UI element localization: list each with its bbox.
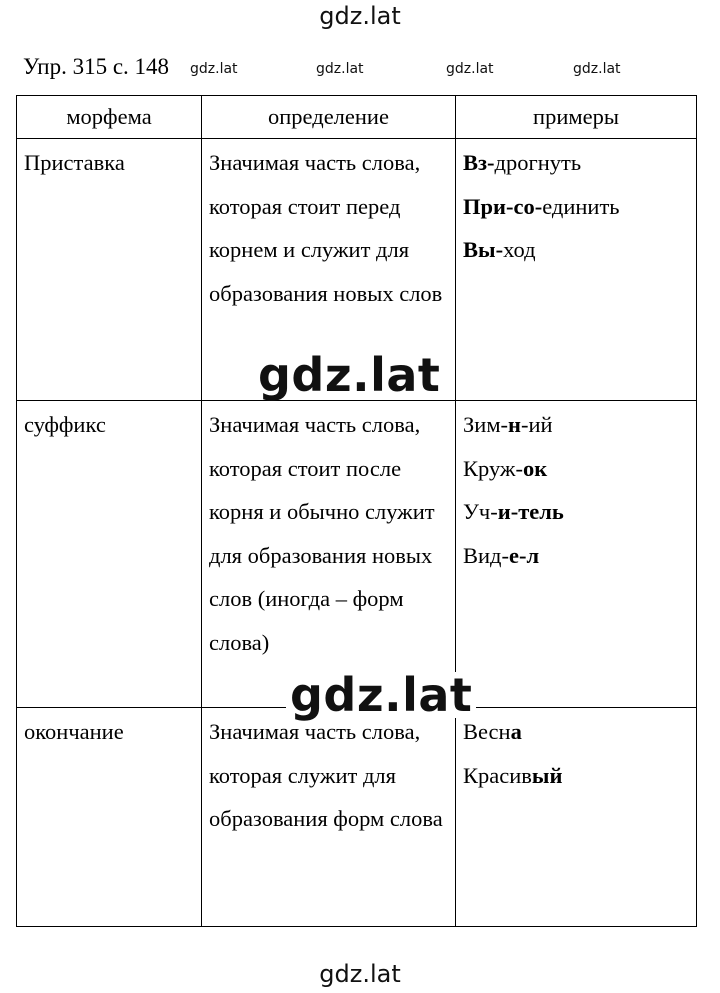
table-header-row [17,96,697,139]
examples-cell [456,708,697,927]
watermark-small-3: gdz.lat [446,61,494,77]
morpheme-highlight: н [508,412,522,437]
example-word [463,534,690,578]
exercise-heading: Упр. 315 с. 148 [23,54,170,79]
morpheme-highlight: а [510,719,522,744]
header-morpheme: морфема [17,96,202,139]
example-word [463,710,690,754]
morpheme-highlight: Вы- [463,237,504,263]
word-part: дрогнуть [494,150,582,175]
word-part: ход [503,237,536,263]
watermark-bottom: gdz.lat [319,960,401,988]
watermark-top: gdz.lat [319,2,401,30]
word-part: Зим- [463,412,509,437]
morpheme-highlight: При-со- [463,193,543,219]
morpheme-highlight: ый [531,762,563,788]
morpheme-table [16,95,697,927]
morpheme-cell: Приставка [17,139,202,401]
example-word [463,185,690,229]
header-definition: определение [202,96,456,139]
example-word [463,447,690,491]
word-part: Уч- [463,499,498,525]
word-part: единить [542,193,620,219]
definition-cell: Значимая часть слова, которая стоит перед корнем и служит для образования новых слов [202,139,456,401]
word-part: Вид- [463,542,509,568]
definition-cell: Значимая часть слова, которая стоит после корня и обычно служит для образования новых слов (иногда – форм слова) [202,401,456,708]
morpheme-cell: суффикс [17,401,202,708]
morpheme-highlight: ок [522,455,548,481]
example-word [463,490,690,534]
morpheme-highlight: Вз- [463,150,495,175]
example-word [463,141,690,185]
watermark-small-1: gdz.lat [190,61,238,77]
examples-cell [456,401,697,708]
example-word [463,754,690,798]
table-row [17,401,697,708]
definition-cell: Значимая часть слова, которая служит для образования форм слова [202,708,456,927]
example-word [463,228,690,272]
watermark-large-1: gdz.lat [254,352,444,398]
table-row [17,708,697,927]
examples-cell [456,139,697,401]
morpheme-cell: окончание [17,708,202,927]
example-word [463,403,690,447]
morpheme-highlight: е-л [509,542,540,568]
word-part: Круж- [463,455,523,481]
word-part: -ий [521,412,553,437]
watermark-large-2: gdz.lat [286,672,476,718]
watermark-small-4: gdz.lat [573,61,621,77]
watermark-small-2: gdz.lat [316,61,364,77]
word-part: Весн [463,719,511,744]
header-examples: примеры [456,96,697,139]
morpheme-highlight: и-тель [497,499,564,525]
word-part: Красив [463,762,532,788]
